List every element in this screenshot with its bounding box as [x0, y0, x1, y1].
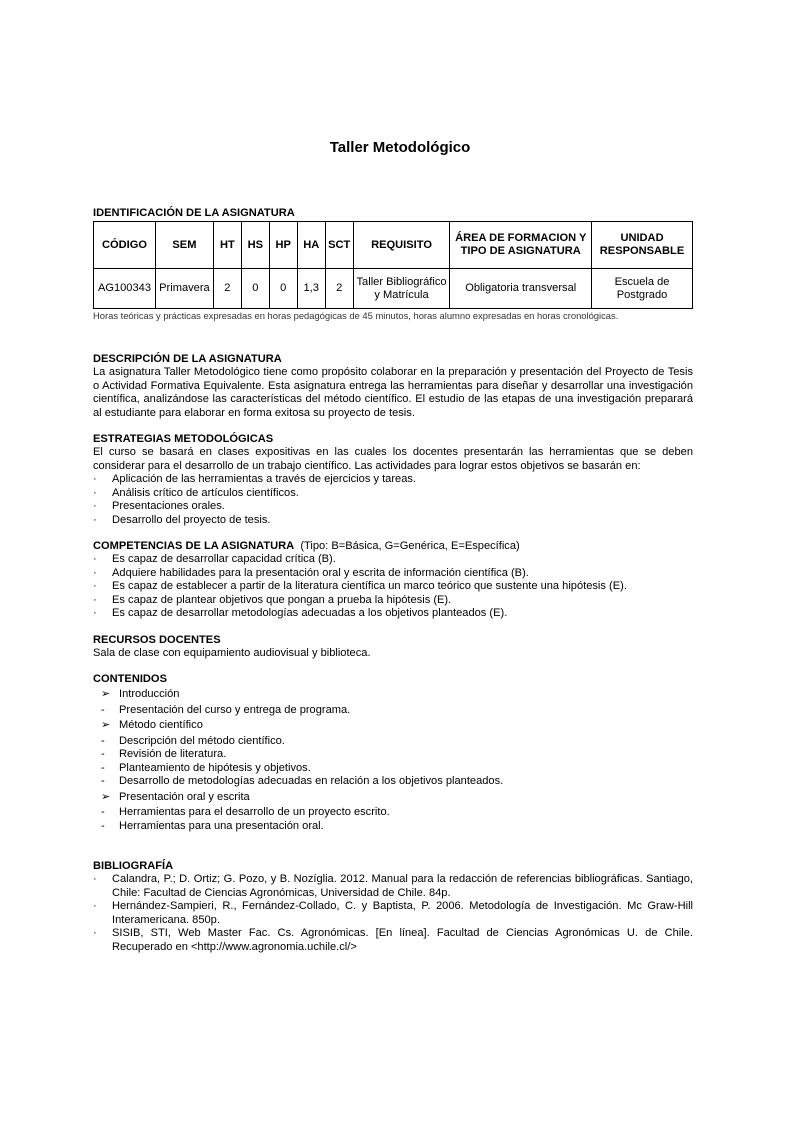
- recursos-section: [93, 634, 693, 661]
- contenidos-list: [93, 688, 693, 833]
- bullet-icon: ·: [93, 580, 97, 592]
- bibliografia-list: [93, 873, 693, 954]
- cell-unidad: Escuela de Postgrado: [592, 269, 693, 309]
- contenidos-group-title: ➢ Método científico: [101, 719, 203, 731]
- dash-bullet-icon: -: [101, 703, 105, 716]
- cell-hs: 0: [241, 269, 269, 309]
- header-area: ÁREA DE FORMACION Y TIPO DE ASIGNATURA: [450, 222, 592, 269]
- competencias-heading-line: [93, 540, 693, 553]
- competencias-list: [93, 553, 693, 621]
- list-item: - Planteamiento de hipótesis y objetivos.: [101, 761, 311, 774]
- descripcion-section: [93, 353, 693, 420]
- cell-ht: 2: [213, 269, 241, 309]
- list-item: · Calandra, P.; D. Ortiz; G. Pozo, y B. Nozíglia. 2012. Manual para la redacción de referencias bibliográficas. Santiago, Chile: Facultad de Ciencias Agronómicas, Universidad de Chile. 84p.: [93, 873, 693, 899]
- dash-bullet-icon: -: [101, 734, 105, 747]
- bullet-icon: ·: [93, 593, 97, 606]
- estrategias-text: El curso se basará en clases expositivas en las cuales los docentes presentarán las herramientas que se deben considerar para el desarrollo de un trabajo científico. Las actividades para lograr estos objetivos se basarán en:: [93, 446, 693, 472]
- list-item: - Desarrollo de metodologías adecuadas en relación a los objetivos planteados.: [101, 775, 504, 787]
- recursos-text: Sala de clase con equipamiento audiovisual y biblioteca.: [93, 646, 371, 659]
- bullet-icon: ·: [93, 900, 97, 912]
- bullet-icon: ·: [93, 927, 97, 939]
- dash-bullet-icon: -: [101, 806, 105, 818]
- list-item: - Herramientas para el desarrollo de un proyecto escrito.: [101, 806, 390, 818]
- competencias-type-note: (Tipo: B=Básica, G=Genérica, E=Específica): [300, 540, 520, 552]
- cell-area: Obligatoria transversal: [450, 269, 592, 309]
- list-item: · Adquiere habilidades para la presentación oral y escrita de información científica (B).: [93, 566, 529, 579]
- contenidos-group-title: ➢ Introducción: [101, 688, 180, 700]
- identificacion-table: [93, 221, 693, 309]
- list-item: · Aplicación de las herramientas a través de ejercicios y tareas.: [93, 473, 416, 485]
- estrategias-heading: ESTRATEGIAS METODOLÓGICAS: [93, 433, 274, 445]
- estrategias-list: [93, 473, 693, 527]
- header-sct: SCT: [325, 222, 353, 269]
- document-title: Taller Metodológico: [329, 139, 471, 156]
- header-unidad: UNIDAD RESPONSABLE: [592, 222, 693, 269]
- cell-codigo: AG100343: [94, 269, 156, 309]
- header-codigo: CÓDIGO: [94, 222, 156, 269]
- identificacion-heading: IDENTIFICACIÓN DE LA ASIGNATURA: [93, 207, 295, 219]
- descripcion-heading: DESCRIPCIÓN DE LA ASIGNATURA: [93, 353, 282, 365]
- bullet-icon: ·: [93, 473, 97, 485]
- list-item: · SISIB, STI, Web Master Fac. Cs. Agronómicas. [En línea]. Facultad de Ciencias Agronómicas U. de Chile. Recuperado en <http://www.agronomia.uchile.cl/>: [93, 927, 693, 953]
- bullet-icon: ·: [93, 607, 97, 619]
- table-row: [94, 269, 693, 309]
- list-item: - Herramientas para una presentación oral.: [101, 819, 324, 832]
- bibliografia-section: [93, 860, 693, 954]
- arrow-bullet-icon: ➢: [101, 790, 111, 803]
- dash-bullet-icon: -: [101, 748, 105, 760]
- estrategias-section: [93, 433, 693, 527]
- bullet-icon: ·: [93, 566, 97, 579]
- cell-ha: 1,3: [297, 269, 325, 309]
- descripcion-text: La asignatura Taller Metodológico tiene como propósito colaborar en la preparación y presentación del Proyecto de Tesis o Actividad Formativa Equivalente. Esta asignatura entrega las herramientas para diseñar y desarrollar una investigación científica, analizándose las características del método científico. El estudio de las etapas de una investigación preparará al estudiante para elaborar en forma exitosa su proyecto de tesis.: [93, 366, 693, 419]
- list-item: · Es capaz de establecer a partir de la literatura científica un marco teórico que sustente una hipótesis (E).: [93, 580, 627, 592]
- header-sem: SEM: [155, 222, 213, 269]
- document-body: [93, 207, 693, 954]
- bullet-icon: ·: [93, 513, 97, 526]
- dash-bullet-icon: -: [101, 761, 105, 774]
- competencias-section: [93, 540, 693, 621]
- list-item: - Revisión de literatura.: [101, 748, 227, 760]
- cell-requisito: Taller Bibliográfico y Matrícula: [353, 269, 450, 309]
- arrow-bullet-icon: ➢: [101, 719, 111, 731]
- arrow-bullet-icon: ➢: [101, 688, 111, 700]
- header-hs: HS: [241, 222, 269, 269]
- list-item: · Desarrollo del proyecto de tesis.: [93, 513, 271, 526]
- cell-sem: Primavera: [155, 269, 213, 309]
- competencias-heading: COMPETENCIAS DE LA ASIGNATURA: [93, 540, 295, 552]
- header-ht: HT: [213, 222, 241, 269]
- contenidos-group-title: ➢ Presentación oral y escrita: [101, 790, 250, 803]
- contenidos-section: [93, 673, 693, 833]
- dash-bullet-icon: -: [101, 819, 105, 832]
- list-item: · Hernández-Sampieri, R., Fernández-Collado, C. y Baptista, P. 2006. Metodología de Investigación. Mc Graw-Hill Interamericana. 850p.: [93, 900, 693, 926]
- list-item: · Análisis crítico de artículos científicos.: [93, 486, 299, 499]
- list-item: - Descripción del método científico.: [101, 734, 285, 747]
- list-item: - Presentación del curso y entrega de programa.: [101, 703, 351, 716]
- bullet-icon: ·: [93, 486, 97, 499]
- header-hp: HP: [269, 222, 297, 269]
- dash-bullet-icon: -: [101, 775, 105, 787]
- recursos-heading: RECURSOS DOCENTES: [93, 633, 221, 646]
- bullet-icon: ·: [93, 500, 97, 512]
- header-ha: HA: [297, 222, 325, 269]
- list-item: · Es capaz de desarrollar capacidad crítica (B).: [93, 553, 336, 565]
- list-item: · Es capaz de plantear objetivos que pongan a prueba la hipótesis (E).: [93, 593, 452, 606]
- bibliografia-heading: BIBLIOGRAFÍA: [93, 860, 174, 872]
- list-item: · Presentaciones orales.: [93, 500, 225, 512]
- list-item: · Es capaz de desarrollar metodologías adecuadas a los objetivos planteados (E).: [93, 607, 508, 619]
- cell-sct: 2: [325, 269, 353, 309]
- bullet-icon: ·: [93, 553, 97, 565]
- contenidos-heading: CONTENIDOS: [93, 673, 167, 685]
- cell-hp: 0: [269, 269, 297, 309]
- table-header-row: [94, 222, 693, 269]
- header-requisito: REQUISITO: [353, 222, 450, 269]
- bullet-icon: ·: [93, 873, 97, 885]
- table-footnote: Horas teóricas y prácticas expresadas en horas pedagógicas de 45 minutos, horas alumno expresadas en horas cronológicas.: [93, 310, 619, 321]
